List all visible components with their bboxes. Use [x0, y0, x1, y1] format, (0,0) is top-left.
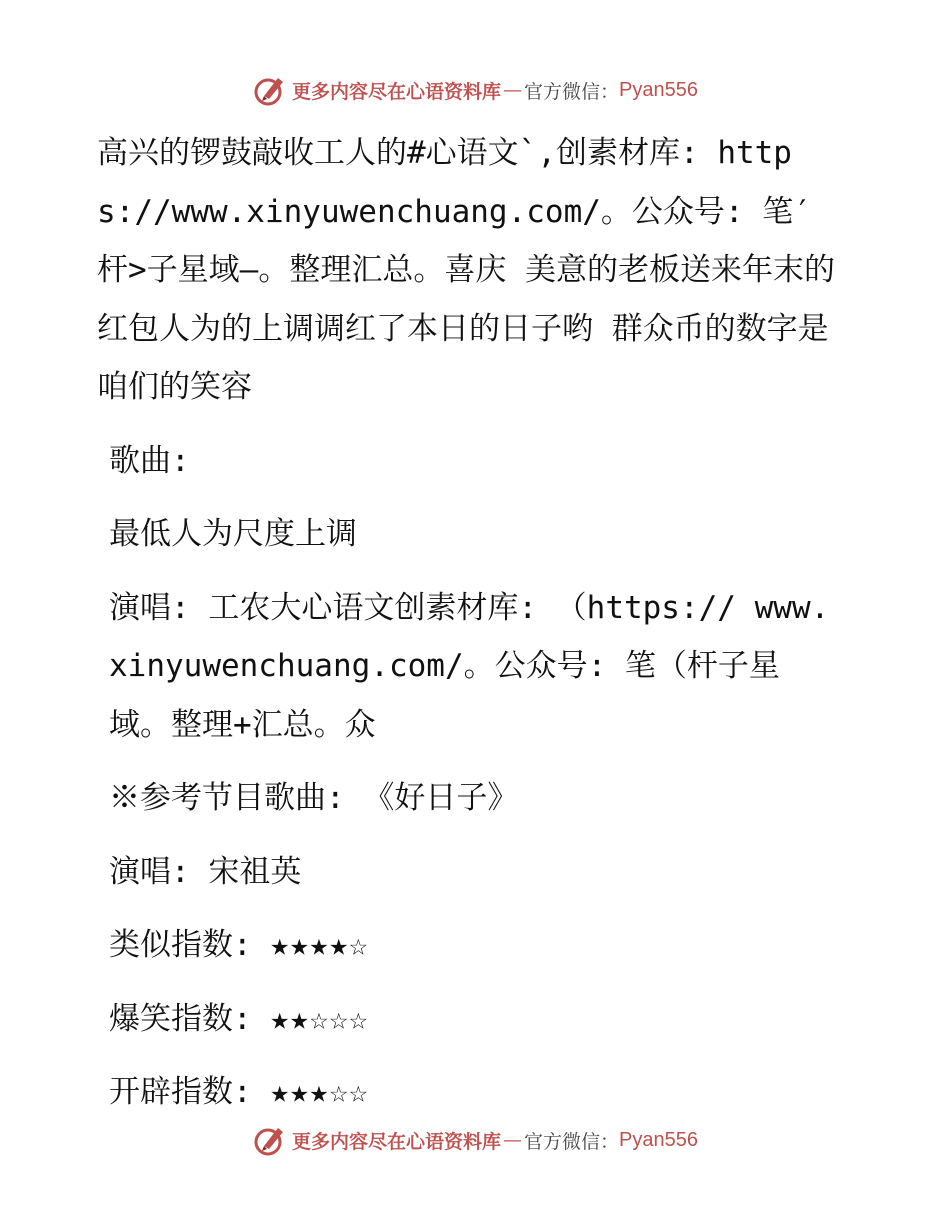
- singer-line: 演唱: 工农大心语文创素材库: （https:// www.xinyuwenchuang.com/。公众号: 笔（杆子星域。整理+汇总。众: [109, 589, 830, 743]
- header-dash: —: [503, 79, 523, 101]
- header-label: 官方微信：: [524, 80, 620, 103]
- song-title: 最低人为尺度上调: [109, 516, 357, 552]
- header-wechat-id: Pyan556: [619, 78, 698, 101]
- document-body: [97, 124, 837, 1137]
- pen-nib-logo-icon: [252, 1122, 288, 1158]
- reference-singer: 演唱: 宋祖英: [109, 853, 302, 890]
- similarity-rating: [97, 916, 837, 975]
- original-label: 开辟指数:: [109, 1074, 271, 1110]
- header-banner: [0, 70, 950, 110]
- similarity-label: 类似指数:: [109, 927, 271, 963]
- footer-label: 官方微信：: [524, 1130, 620, 1153]
- funny-stars: ★★☆☆☆: [270, 1000, 369, 1037]
- song-label: 歌曲:: [109, 442, 190, 479]
- header-brand: 更多内容尽在心语资料库: [292, 80, 502, 103]
- similarity-stars: ★★★★☆: [270, 927, 369, 963]
- funny-label: 爆笑指数:: [109, 1000, 271, 1037]
- footer-banner: [0, 1120, 950, 1160]
- footer-dash: —: [503, 1129, 523, 1151]
- funny-rating: [97, 990, 837, 1049]
- footer-brand: 更多内容尽在心语资料库: [292, 1130, 502, 1153]
- pen-nib-logo-icon: [252, 72, 288, 108]
- reference-song: ※参考节目歌曲: 《好日子》: [109, 780, 519, 816]
- original-rating: [97, 1063, 837, 1122]
- original-stars: ★★★☆☆: [270, 1074, 369, 1110]
- footer-wechat-id: Pyan556: [619, 1128, 698, 1151]
- intro-paragraph: 高兴的锣鼓敲收工人的#心语文`,创素材库: https://www.xinyuwenchuang.com/。公众号: 笔′杆>子星域—。整理汇总。喜庆 美意的老板送来年末的红包人为的上调调红了本日的日子哟 群众币的数字是咱们的笑容: [97, 135, 835, 405]
